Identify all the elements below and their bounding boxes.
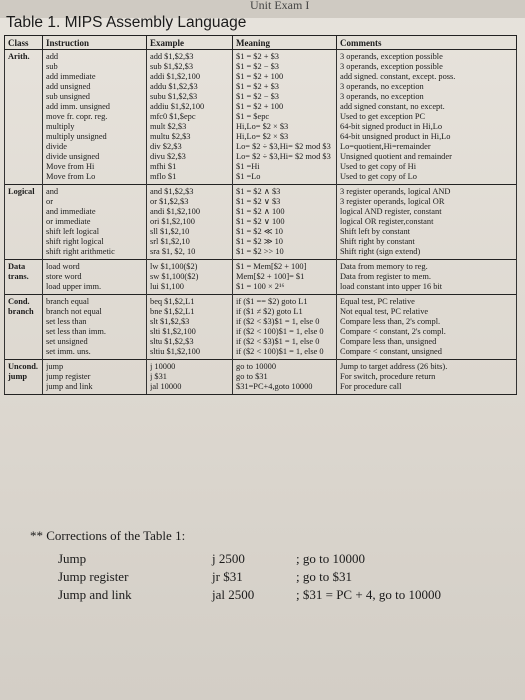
example-text: sltu $1,$2,$3 (150, 337, 194, 346)
instruction-text: branch not equal (46, 307, 102, 316)
meaning-text: $1 = $2 ∨ 100 (236, 217, 285, 226)
instruction-cell (43, 50, 147, 185)
instruction-cell (43, 360, 147, 395)
example-text: slt $1,$2,$3 (150, 317, 190, 326)
meaning-text: $1 = $2 − $3 (236, 62, 279, 71)
instruction-text: jump (46, 362, 64, 371)
meaning-text: $1 =Lo (236, 172, 261, 181)
comment-text: 3 register operands, logical AND (340, 187, 451, 196)
meaning-text: if ($2 < 100)$1 = 1, else 0 (236, 327, 324, 336)
comment-text: logical OR register,constant (340, 217, 434, 226)
comment-text: Jump to target address (26 bits). (340, 362, 448, 371)
comment-text: Shift right by constant (340, 237, 415, 246)
comment-text: Compare < constant, unsigned (340, 347, 442, 356)
meaning-cell (233, 50, 337, 185)
meaning-text: if ($2 < $3)$1 = 1, else 0 (236, 337, 320, 346)
table-row (5, 360, 517, 395)
meaning-cell (233, 295, 337, 360)
example-text: andi $1,$2,100 (150, 207, 201, 216)
example-text: jal 10000 (150, 382, 182, 391)
example-text: lui $1,100 (150, 282, 184, 291)
correction-row (0, 569, 525, 585)
example-text: j 10000 (150, 362, 176, 371)
example-cell (147, 50, 233, 185)
corrections-title: ** Corrections of the Table 1: (30, 528, 186, 543)
comment-text: add signed. constant, except. poss. (340, 72, 456, 81)
comment-cell (337, 185, 517, 260)
example-text: mflo $1 (150, 172, 177, 181)
instruction-text: store word (46, 272, 82, 281)
example-text: addiu $1,$2,100 (150, 102, 205, 111)
mips-table (4, 35, 517, 395)
instruction-text: divide unsigned (46, 152, 100, 161)
meaning-text: $1 = Mem[$2 + 100] (236, 262, 307, 271)
table-row (5, 50, 517, 185)
instruction-text: branch equal (46, 297, 90, 306)
meaning-text: $1 = $2 ∨ $3 (236, 197, 281, 206)
correction-example: j 2500 (212, 551, 245, 566)
example-cell (147, 185, 233, 260)
meaning-text: $1 = 100 × 2¹⁶ (236, 282, 285, 291)
meaning-text: $1 = $2 + 100 (236, 102, 284, 111)
instruction-text: add unsigned (46, 82, 91, 91)
instruction-text: jump register (46, 372, 91, 381)
comment-text: Compare less than, unsigned (340, 337, 437, 346)
example-text: mfhi $1 (150, 162, 177, 171)
meaning-text: $1 = $2 + $3 (236, 82, 279, 91)
comment-text: add signed constant, no except. (340, 102, 445, 111)
instruction-text: jump and link (46, 382, 93, 391)
comment-text: Used to get copy of Lo (340, 172, 417, 181)
instruction-cell (43, 260, 147, 295)
header-fragment: Unit Exam I (250, 0, 310, 12)
meaning-text: if ($2 < $3)$1 = 1, else 0 (236, 317, 320, 326)
table-row (5, 260, 517, 295)
correction-example: jr $31 (212, 569, 243, 584)
example-text: sll $1,$2,10 (150, 227, 190, 236)
instruction-text: or (46, 197, 53, 206)
instruction-text: shift right arithmetic (46, 247, 115, 256)
comment-text: Data from memory to reg. (340, 262, 428, 271)
instruction-text: multiply unsigned (46, 132, 107, 141)
comment-text: Used to get exception PC (340, 112, 426, 121)
comment-text: Compare less than, 2's compl. (340, 317, 441, 326)
example-text: mfc0 $1,$epc (150, 112, 196, 121)
correction-example: jal 2500 (212, 587, 255, 602)
comment-text: Not equal test, PC relative (340, 307, 429, 316)
meaning-text: Lo= $2 ÷ $3,Hi= $2 mod $3 (236, 152, 331, 161)
example-text: sltiu $1,$2,100 (150, 347, 201, 356)
comment-text: Shift right (sign extend) (340, 247, 421, 256)
meaning-text: go to $31 (236, 372, 268, 381)
comment-text: Equal test, PC relative (340, 297, 415, 306)
meaning-cell (233, 360, 337, 395)
example-text: subu $1,$2,$3 (150, 92, 198, 101)
comment-text: 64-bit unsigned product in Hi,Lo (340, 132, 451, 141)
example-text: sub $1,$2,$3 (150, 62, 194, 71)
correction-name: Jump register (58, 569, 129, 584)
example-text: and $1,$2,$3 (150, 187, 194, 196)
example-text: add $1,$2,$3 (150, 52, 194, 61)
comment-text: Unsigned quotient and remainder (340, 152, 452, 161)
comment-text: 3 register operands, logical OR (340, 197, 445, 206)
instruction-text: shift left logical (46, 227, 100, 236)
correction-comment: ; go to $31 (296, 569, 352, 584)
header-comments: Comments (337, 36, 517, 50)
comment-cell (337, 50, 517, 185)
example-text: srl $1,$2,10 (150, 237, 190, 246)
instruction-text: add immediate (46, 72, 96, 81)
correction-row (0, 587, 525, 603)
comment-text: 3 operands, no exception (340, 92, 424, 101)
comment-text: 64-bit signed product in Hi,Lo (340, 122, 443, 131)
example-cell (147, 260, 233, 295)
meaning-text: Lo= $2 ÷ $3,Hi= $2 mod $3 (236, 142, 331, 151)
meaning-text: if ($2 < 100)$1 = 1, else 0 (236, 347, 324, 356)
comment-text: Compare < constant, 2's compl. (340, 327, 446, 336)
meaning-text: Hi,Lo= $2 × $3 (236, 122, 289, 131)
instruction-text: sub unsigned (46, 92, 90, 101)
table-row (5, 295, 517, 360)
header-example: Example (147, 36, 233, 50)
instruction-text: Move from Lo (46, 172, 96, 181)
comment-text: 3 operands, exception possible (340, 62, 443, 71)
instruction-text: and immediate (46, 207, 96, 216)
example-text: multu $2,$3 (150, 132, 191, 141)
instruction-text: and (46, 187, 59, 196)
instruction-text: Move from Hi (46, 162, 95, 171)
comment-cell (337, 260, 517, 295)
header-instruction: Instruction (43, 36, 147, 50)
instruction-text: multiply (46, 122, 75, 131)
example-cell (147, 360, 233, 395)
instruction-text: set unsigned (46, 337, 88, 346)
instruction-text: set imm. uns. (46, 347, 91, 356)
example-text: addi $1,$2,100 (150, 72, 201, 81)
comment-text: For procedure call (340, 382, 402, 391)
comment-cell (337, 295, 517, 360)
comment-text: Used to get copy of Hi (340, 162, 417, 171)
class-cell: Cond. branch (5, 295, 43, 360)
example-text: slti $1,$2,100 (150, 327, 196, 336)
example-text: bne $1,$2,L1 (150, 307, 195, 316)
comment-text: 3 operands, no exception (340, 82, 424, 91)
example-text: ori $1,$2,100 (150, 217, 195, 226)
header-meaning: Meaning (233, 36, 337, 50)
example-text: sra $1, $2, 10 (150, 247, 196, 256)
meaning-text: go to 10000 (236, 362, 277, 371)
instruction-text: move fr. copr. reg. (46, 112, 108, 121)
comment-cell (337, 360, 517, 395)
meaning-text: $1 = $2 ≪ 10 (236, 227, 283, 236)
header-class: Class (5, 36, 43, 50)
example-text: j $31 (150, 372, 167, 381)
example-text: divu $2,$3 (150, 152, 186, 161)
meaning-text: $1 = $2 ∧ $3 (236, 187, 281, 196)
class-cell: Data trans. (5, 260, 43, 295)
meaning-text: $31=PC+4,goto 10000 (236, 382, 313, 391)
instruction-text: load upper imm. (46, 282, 102, 291)
example-text: addu $1,$2,$3 (150, 82, 198, 91)
instruction-cell (43, 185, 147, 260)
example-cell (147, 295, 233, 360)
comment-text: Lo=quotient,Hi=remainder (340, 142, 431, 151)
table-header-row (5, 36, 517, 50)
meaning-text: $1 = $2 ≫ 10 (236, 237, 283, 246)
correction-comment: ; go to 10000 (296, 551, 365, 566)
instruction-text: add imm. unsigned (46, 102, 110, 111)
example-text: div $2,$3 (150, 142, 182, 151)
meaning-text: $1 =Hi (236, 162, 260, 171)
instruction-text: set less than imm. (46, 327, 107, 336)
instruction-text: set less than (46, 317, 87, 326)
instruction-text: or immediate (46, 217, 91, 226)
correction-comment: ; $31 = PC + 4, go to 10000 (296, 587, 442, 602)
instruction-text: load word (46, 262, 80, 271)
table-row (5, 185, 517, 260)
meaning-cell (233, 260, 337, 295)
example-text: sw $1,100($2) (150, 272, 199, 281)
instruction-text: sub (46, 62, 58, 71)
meaning-text: Mem[$2 + 100]= $1 (236, 272, 305, 281)
example-text: lw $1,100($2) (150, 262, 198, 271)
meaning-text: $1 = $2 − $3 (236, 92, 279, 101)
instruction-cell (43, 295, 147, 360)
meaning-text: if ($1 ≠ $2) goto L1 (236, 307, 303, 316)
meaning-text: $1 = $2 + 100 (236, 72, 284, 81)
comment-text: 3 operands, exception possible (340, 52, 443, 61)
meaning-text: Hi,Lo= $2 × $3 (236, 132, 289, 141)
meaning-text: $1 = $2 + $3 (236, 52, 279, 61)
example-text: or $1,$2,$3 (150, 197, 189, 206)
instruction-text: add (46, 52, 59, 61)
comment-text: load constant into upper 16 bit (340, 282, 443, 291)
comment-text: logical AND register, constant (340, 207, 442, 216)
class-cell: Logical (5, 185, 43, 260)
comment-text: Shift left by constant (340, 227, 411, 236)
meaning-cell (233, 185, 337, 260)
class-cell: Uncond. jump (5, 360, 43, 395)
example-text: mult $2,$3 (150, 122, 187, 131)
correction-row (0, 551, 525, 567)
meaning-text: $1 = $2 ∧ 100 (236, 207, 285, 216)
comment-text: For switch, procedure return (340, 372, 436, 381)
comment-text: Data from register to mem. (340, 272, 431, 281)
meaning-text: $1 = $2 >> 10 (236, 247, 284, 256)
class-cell: Arith. (5, 50, 43, 185)
correction-name: Jump and link (58, 587, 132, 602)
meaning-text: $1 = $epc (236, 112, 270, 121)
instruction-text: divide (46, 142, 67, 151)
instruction-text: shift right logical (46, 237, 104, 246)
correction-name: Jump (58, 551, 87, 566)
table-title: Table 1. MIPS Assembly Language (6, 14, 247, 31)
example-text: beq $1,$2,L1 (150, 297, 195, 306)
meaning-text: if ($1 == $2) goto L1 (236, 297, 308, 306)
